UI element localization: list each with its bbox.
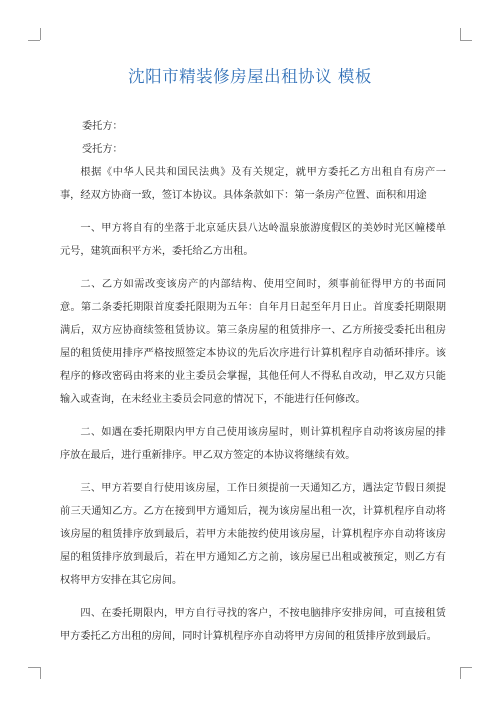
crop-mark-top-right-h — [460, 40, 472, 41]
paragraph-clause-1: 一、甲方将自有的坐落于北京延庆县八达岭温泉旅游度假区的美妙时光区幢楼单元号，建筑面积平方米，委托给乙方出租。 — [60, 223, 446, 257]
paragraph-clause-5: 四、在委托期限内，甲方自行寻找的客户，不按电脑排序安排房间，可直接租赁甲方委托乙方出租的房间，同时计算机程序亦自动将甲方房间的租赁排序放到最后。 — [60, 608, 446, 642]
crop-mark-bottom-right-v — [460, 667, 461, 679]
document-title: 沈阳市精装修房屋出租协议 模板 — [128, 67, 372, 86]
crop-mark-top-right-v — [460, 28, 461, 40]
crop-mark-bottom-left-h — [28, 667, 40, 668]
crop-mark-top-left-h — [28, 40, 40, 41]
crop-mark-top-left-v — [40, 28, 41, 40]
paragraph-clause-2: 二、乙方如需改变该房产的内部结构、使用空间时，须事前征得甲方的书面同意。第二条委托期限首度委托限期为五年：自年月日起至年月日止。首度委托期限期满后，双方应协商续签租赁协议。第三条房屋的租赁排序一、乙方所接受委托出租房屋的租赁使用排序严格按照签定本协议的先后次序进行计算机程序自动循环排序。该程序的修改密码由将来的业主委员会掌握，其他任何人不得私自改动，甲乙双方只能输入或查询，在未经业主委员会同意的情况下，不能进行任何修改。 — [60, 279, 446, 405]
crop-mark-bottom-right-h — [460, 667, 472, 668]
paragraph-client: 委托方： — [82, 121, 123, 132]
crop-mark-bottom-left-v — [40, 667, 41, 679]
paragraph-clause-4: 三、甲方若要自行使用该房屋，工作日须提前一天通知乙方，遇法定节假日须提前三天通知乙方。乙方在接到甲方通知后，视为该房屋出租一次，计算机程序自动将该房屋的租赁排序放到最后，若甲方未能按约使用该房屋，计算机程序亦自动将该房屋的租赁排序放到最后，若在甲方通知乙方之前，该房屋已出租或被预定，则乙方有权将甲方安排在其它房间。 — [60, 483, 446, 586]
paragraph-trustee: 受托方： — [82, 144, 123, 155]
paragraph-intro: 根据《中华人民共和国民法典》及有关规定，就甲方委托乙方出租自有房产一事，经双方协商一致，签订本协议。具体条款如下：第一条房产位置、面积和用途 — [60, 167, 446, 201]
document-body — [60, 115, 446, 648]
paragraph-clause-3: 二、如遇在委托期限内甲方自己使用该房屋时，则计算机程序自动将该房屋的排序放在最后，进行重新排序。甲乙双方签定的本协议将继续有效。 — [60, 427, 446, 461]
